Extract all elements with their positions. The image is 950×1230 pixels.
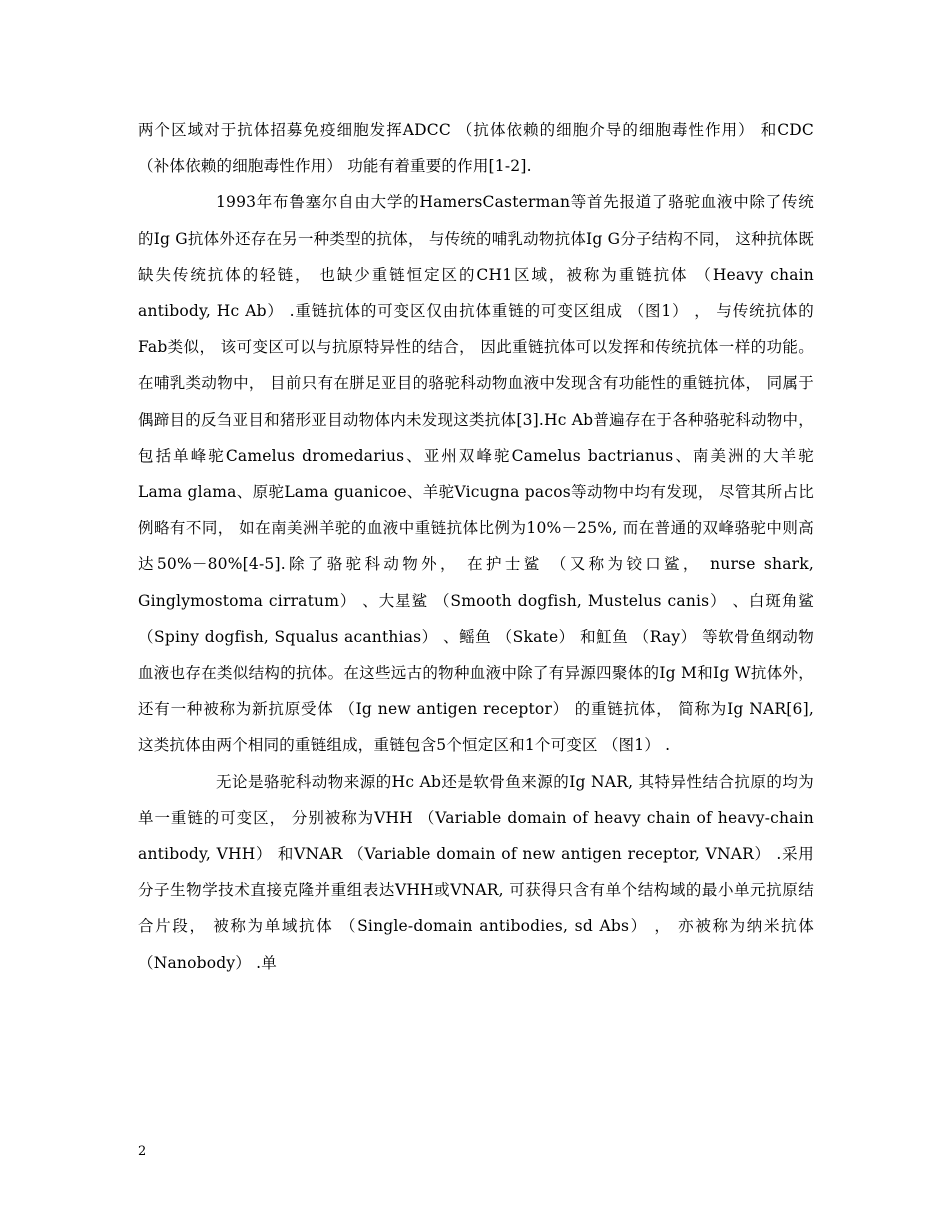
paragraph: 无论是骆驼科动物来源的Hc Ab还是软骨鱼来源的Ig NAR, 其特异性结合抗原的均为单一重链的可变区， 分别被称为VHH （Variable domain of heavy chain of heavy-chain antibody, VHH） 和VNAR （Variable domain of new antigen receptor, VNAR） .采用分子生物学技术直接克隆并重组表达VHH或VNAR, 可获得只含有单个结构域的最小单元抗原结合片段， 被称为单域抗体 （Single-domain antibodies, sd Abs） ， 亦被称为纳米抗体 （Nanobody） .单 bbox=[138, 772, 814, 972]
body-text bbox=[138, 112, 814, 981]
paragraph: 1993年布鲁塞尔自由大学的HamersCasterman等首先报道了骆驼血液中除了传统的Ig G抗体外还存在另一种类型的抗体， 与传统的哺乳动物抗体Ig G分子结构不同， 这种抗体既缺失传统抗体的轻链， 也缺少重链恒定区的CH1区域，被称为重链抗体 （Heavy chain antibody, Hc Ab） .重链抗体的可变区仅由抗体重链的可变区组成 （图1） ， 与传统抗体的Fab类似， 该可变区可以与抗原特异性的结合， 因此重链抗体可以发挥和传统抗体一样的功能。在哺乳类动物中， 目前只有在胼足亚目的骆驼科动物血液中发现含有功能性的重链抗体， 同属于偶蹄目的反刍亚目和猪形亚目动物体内未发现这类抗体[3].Hc Ab普遍存在于各种骆驼科动物中， 包括单峰驼Camelus dromedarius、亚州双峰驼Camelus bactrianus、南美洲的大羊驼Lama glama、原驼Lama guanicoe、羊驼Vicugna pacos等动物中均有发现， 尽管其所占比例略有不同， 如在南美洲羊驼的血液中重链抗体比例为10%－25%, 而在普通的双峰骆驼中则高达50%－80%[4-5].除了骆驼科动物外， 在护士鲨 （又称为铰口鲨， nurse shark, Ginglymostoma cirratum） 、大星鲨 （Smooth dogfish, Mustelus canis） 、白斑角鲨 （Spiny dogfish, Squalus acanthias） 、鳐鱼 （Skate） 和魟鱼 （Ray） 等软骨鱼纲动物血液也存在类似结构的抗体。在这些远古的物种血液中除了有异源四聚体的Ig M和Ig W抗体外， 还有一种被称为新抗原受体 （Ig new antigen receptor） 的重链抗体， 简称为Ig NAR[6], 这类抗体由两个相同的重链组成，重链包含5个恒定区和1个可变区 （图1） . bbox=[138, 193, 814, 755]
paragraph: 两个区域对于抗体招募免疫细胞发挥ADCC （抗体依赖的细胞介导的细胞毒性作用） 和CDC （补体依赖的细胞毒性作用） 功能有着重要的作用[1-2]. bbox=[138, 121, 814, 176]
page-number: 2 bbox=[138, 1144, 147, 1159]
